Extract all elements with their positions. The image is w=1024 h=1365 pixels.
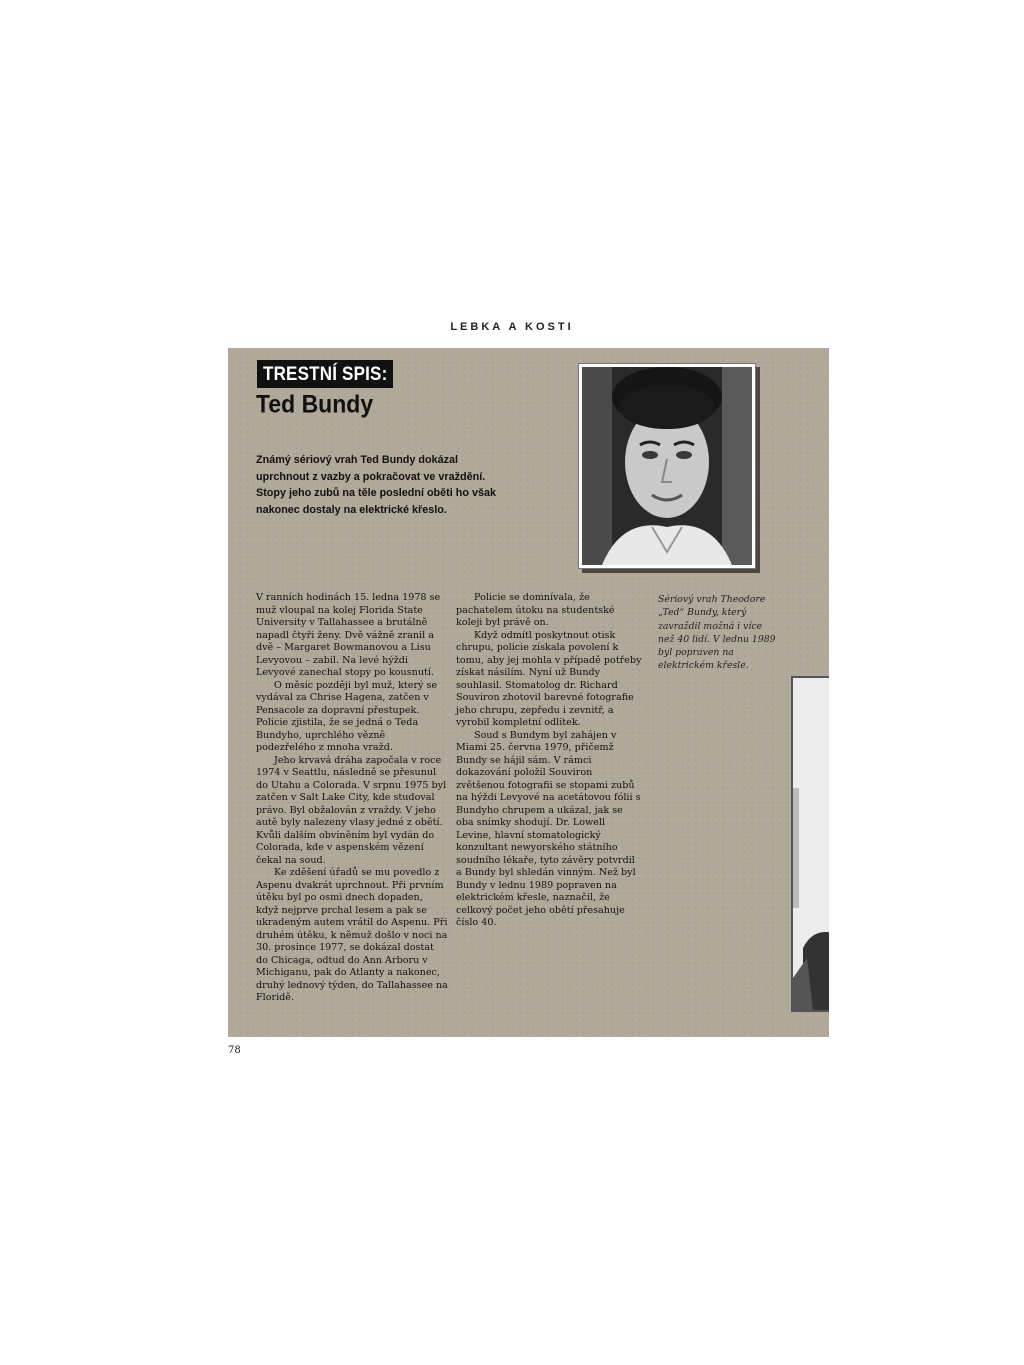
paragraph: Policie se domnívala, že pachatelem útoku na studentské koleji byl právě on. [456, 592, 615, 628]
text-column-1 [256, 592, 448, 1005]
photo-caption: Sériový vrah Theodore „Ted“ Bundy, který zavraždil možná i více než 40 lidí. V lednu 1989 byl popraven na elektrickém křesle. [658, 594, 776, 672]
page-number: 78 [228, 1045, 241, 1056]
paragraph: Soud s Bundym byl zahájen v Miami 25. června 1979, přičemž Bundy se hájil sám. V rámci dokazování položil Souviron zvětšenou fotografii se stopami zubů na hýždi Levyové na acetátovou fólii s Bundyho chrupem a ukázal, jak se oba snímky shodují. Dr. Lowell Levine, hlavní stomatologický konzultant newyorského státního soudního lékaře, tyto závěry potvrdil a Bundy byl shledán vinným. Než byl Bundy v lednu 1989 popraven na elektrickém křesle, naznačil, že celkový počet jeho obětí přesahuje číslo 40. [456, 729, 641, 928]
paragraph: Když odmítl poskytnout otisk chrupu, policie získala povolení k tomu, aby jej mohla v případě potřeby získat násilím. Nyní už Bundy souhlasil. Stomatolog dr. Richard Souviron zhotovil barevné fotografie jeho chrupu, zepředu i zevnitř, a vyrobil kompletní odlitek. [456, 629, 642, 728]
section-label: TRESTNÍ SPIS: [257, 360, 393, 388]
secondary-photo [791, 676, 829, 1012]
running-head: LEBKA A KOSTI [450, 321, 574, 333]
paragraph: O měsíc později byl muž, který se vydával za Chrise Hagena, zatčen v Pensacole za dopravní přestupek. Policie zjistila, že se jedná o Teda Bundyho, uprchlého vězně podezřelého z mnoha vražd. [256, 679, 438, 753]
article-panel [228, 348, 829, 1037]
paragraph: V ranních hodinách 15. ledna 1978 se muž vloupal na kolej Florida State University v Tallahassee a brutálně napadl čtyři ženy. Dvě vážně zranil a dvě – Margaret Bowmanovou a Lisu Levyovou – zabil. Na levé hýždi Levyové zanechal stopy po kousnutí. [256, 592, 441, 678]
article-title: Ted Bundy [256, 390, 374, 419]
paragraph: Ke zděšení úřadů se mu povedlo z Aspenu dvakrát uprchnout. Při prvním útěku byl po osmi dnech dopaden, když nejprve prchal lesem a pak se ukradeným autem vrátil do Aspenu. Při druhém útěku, k němuž došlo v noci na 30. prosince 1977, se dokázal dostat do Chicaga, odtud do Ann Arboru v Michiganu, pak do Atlanty a nakonec, druhý lednový týden, do Tallahassee na Floridě. [256, 867, 448, 1003]
paragraph: Jeho krvavá dráha započala v roce 1974 v Seattlu, následně se přesunul do Utahu a Colorada. V srpnu 1975 byl zatčen v Salt Lake City, kde studoval právo. Byl obžalován z vraždy. V jeho autě byly nalezeny vlasy jedné z obětí. Kvůli dalším obviněním byl vydán do Colorada, kde v aspenském vězení čekal na soud. [256, 754, 447, 866]
text-column-2 [456, 592, 642, 930]
portrait-photo [582, 367, 752, 565]
portrait-photo-frame [578, 363, 756, 569]
article-lead: Známý sériový vrah Ted Bundy dokázal uprchnout z vazby a pokračovat ve vraždění. Stopy jeho zubů na těle poslední oběti ho však nakonec dostaly na elektrické křeslo. [256, 454, 496, 516]
